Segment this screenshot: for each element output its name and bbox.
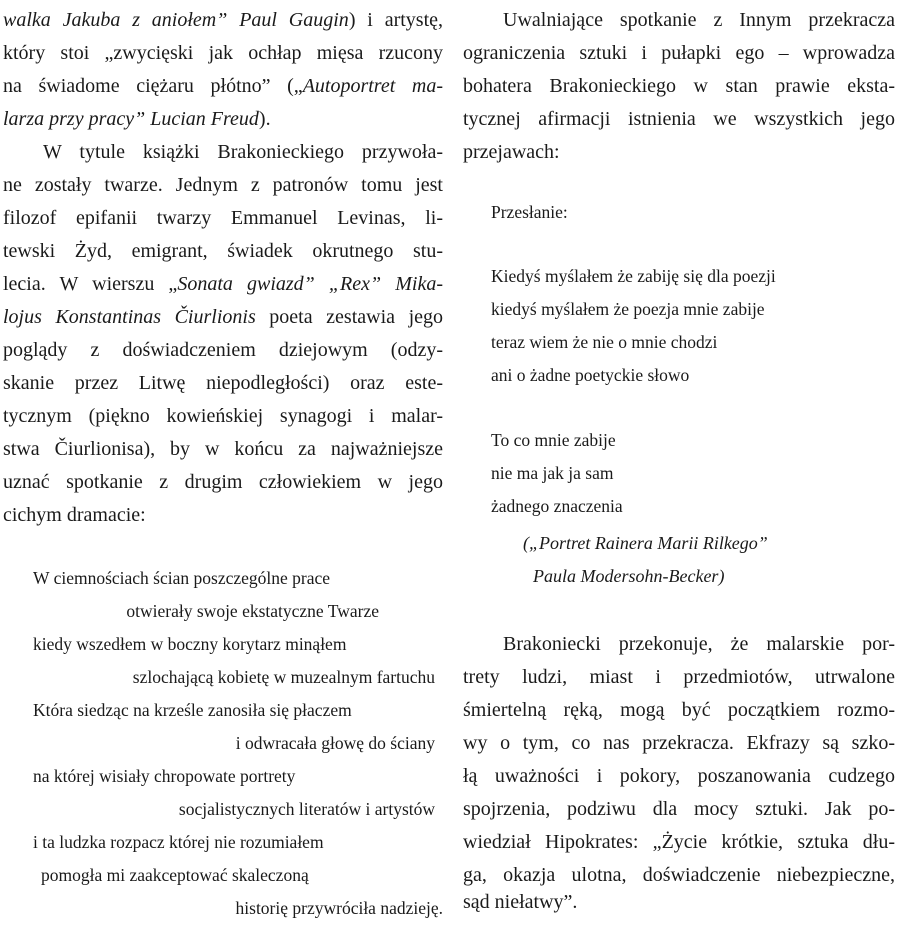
verse-line: nie ma jak ja sam — [491, 463, 614, 483]
verse-line: żadnego znaczenia — [491, 496, 623, 516]
verse-caption: Paula Modersohn-Becker) — [533, 566, 725, 586]
poem-line: socjalistycznych literatów i artystów — [178, 799, 435, 819]
text-line: sąd niełatwy”. — [463, 891, 578, 913]
verse-line: kiedyś myślałem że poezja mnie zabije — [491, 299, 765, 319]
text-line: Brakoniecki przekonuje, że malarskie por- — [503, 633, 895, 655]
text-line: przejawach: — [463, 141, 560, 163]
text-line: cichym dramacie: — [3, 504, 146, 526]
poem-line: W ciemnościach ścian poszczególne prace — [33, 568, 331, 588]
text-line: ograniczenia sztuki i pułapki ego – wprowadza — [463, 42, 895, 64]
poem-line: i ta ludzka rozpacz której nie rozumiałem — [33, 832, 324, 852]
text-line: poglądy z doświadczeniem dziejowym (odzy- — [3, 339, 443, 361]
text-line: tewski Żyd, emigrant, świadek okrutnego stu- — [3, 240, 443, 262]
text-line: walka Jakuba z aniołem” Paul Gaugin) i artystę, — [3, 9, 444, 31]
verse-line: Kiedyś myślałem że zabiję się dla poezji — [491, 266, 776, 286]
text-line: skanie przez Litwę niepodległości) oraz este- — [3, 372, 443, 394]
text-line: uznać spotkanie z drugim człowiekiem w jego — [3, 471, 443, 493]
poem-line: kiedy wszedłem w boczny korytarz minąłem — [33, 634, 347, 654]
poem-line: i odwracała głowę do ściany — [235, 733, 435, 753]
text-line: wiedział Hipokrates: „Życie krótkie, sztuka dłu- — [463, 831, 895, 853]
poem-line: Która siedząc na krześle zanosiła się płaczem — [33, 700, 352, 720]
text-line: spojrzenia, podziwu dla mocy sztuki. Jak po- — [463, 798, 895, 820]
poem-line: na której wisiały chropowate portrety — [33, 766, 296, 786]
text-line: lojus Konstantinas Čiurlionis poeta zestawia jego — [3, 306, 444, 328]
text-line: stwa Čiurlionisa), by w końcu za najważniejsze — [3, 438, 443, 460]
verse-line: teraz wiem że nie o mnie chodzi — [491, 332, 718, 352]
poem-line: historię przywróciła nadzieję. — [235, 898, 443, 918]
text-line: łą uważności i pokory, poszanowania cudzego — [463, 765, 895, 787]
text-line: ga, okazja ulotna, doświadczenie niebezpieczne, — [463, 864, 895, 886]
verse-line: To co mnie zabije — [491, 430, 616, 450]
text-line: śmiertelną ręką, mogą być początkiem rozmo- — [463, 699, 895, 721]
text-line: tycznym (piękno kowieńskiej synagogi i malar- — [3, 405, 443, 427]
text-line: trety ludzi, miast i przedmiotów, utrwalone — [463, 666, 895, 688]
verse-title: Przesłanie: — [491, 202, 568, 222]
text-line: tycznej afirmacji istnienia we wszystkich jego — [463, 108, 895, 130]
verse-line: ani o żadne poetyckie słowo — [491, 365, 690, 385]
text-line: W tytule książki Brakonieckiego przywoła- — [43, 141, 443, 163]
verse-caption: („Portret Rainera Marii Rilkego” — [523, 533, 768, 553]
poem-line: otwierały swoje ekstatyczne Twarze — [126, 601, 379, 621]
poem-line: pomogła mi zaakceptować skaleczoną — [41, 865, 309, 885]
text-line: larza przy pracy” Lucian Freud). — [3, 108, 271, 130]
text-line: Uwalniające spotkanie z Innym przekracza — [503, 9, 895, 31]
poem-line: szlochającą kobietę w muzealnym fartuchu — [132, 667, 435, 687]
text-line: ne zostały twarze. Jednym z patronów tomu jest — [3, 174, 443, 196]
text-line: filozof epifanii twarzy Emmanuel Levinas, li- — [3, 207, 443, 229]
text-line: wy o tym, co nas przekracza. Ekfrazy są szko- — [463, 732, 895, 754]
text-line: lecia. W wierszu „Sonata gwiazd” „Rex” Mika- — [3, 273, 443, 295]
text-line: na świadome ciężaru płótno” („Autoportret ma- — [3, 75, 443, 97]
text-line: bohatera Brakonieckiego w stan prawie ekstа- — [463, 75, 895, 97]
text-line: który stoi „zwycięski jak ochłap mięsa rzucony — [3, 42, 443, 64]
